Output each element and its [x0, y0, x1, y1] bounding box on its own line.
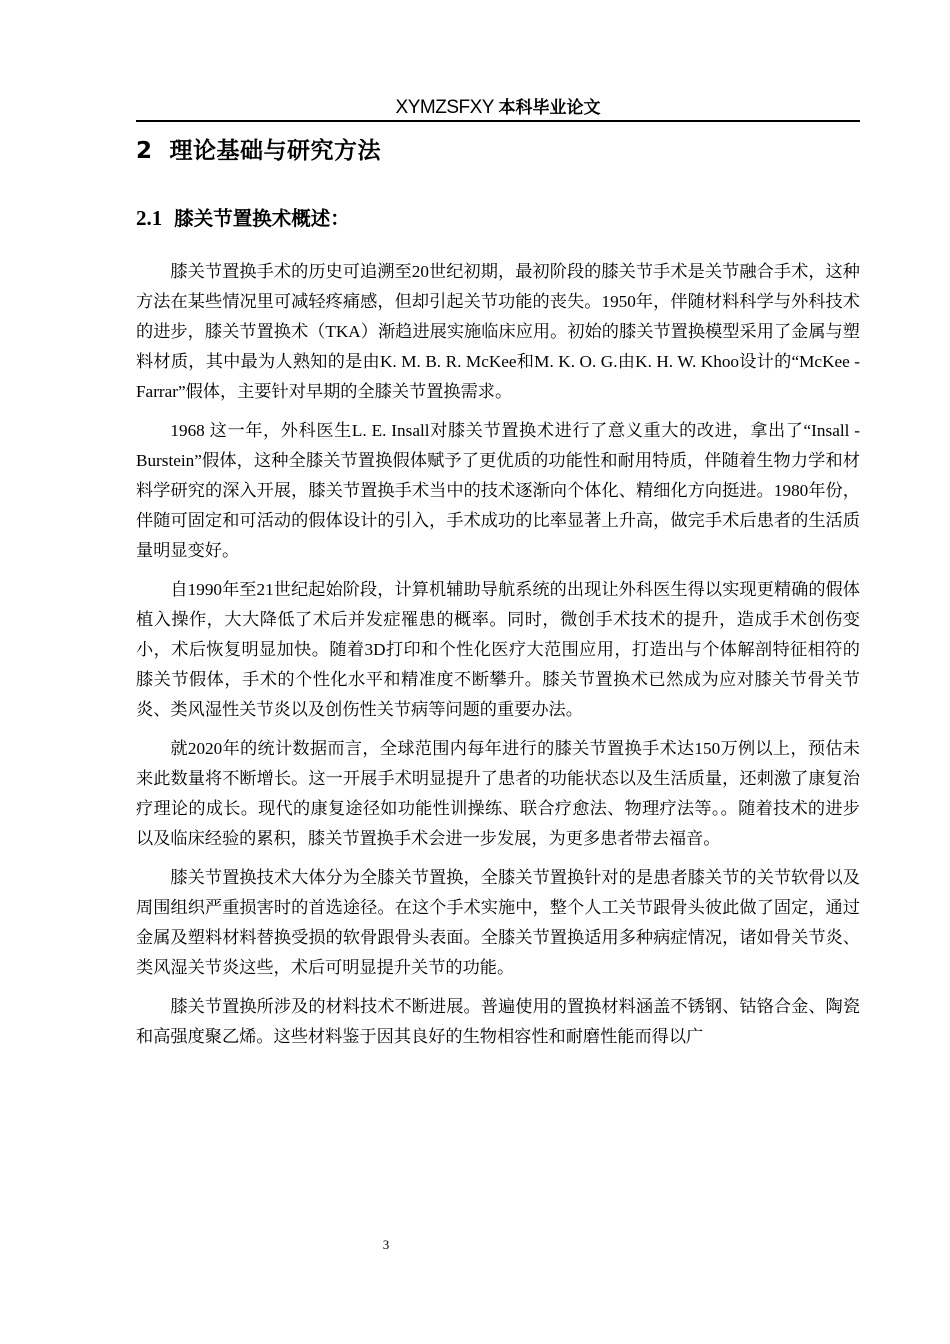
header-divider [136, 120, 860, 122]
chapter-title: 理论基础与研究方法 [169, 138, 382, 164]
header-title: 本科毕业论文 [498, 98, 601, 118]
paragraph-history: 膝关节置换手术的历史可追溯至20世纪初期，最初阶段的膝关节手术是关节融合手术，这种方法在某些情况里可减轻疼痛感，但却引起关节功能的丧失。1950年，伴随材料科学与外科技术的进步，膝关节置换术（TKA）渐趋进展实施临床应用。初始的膝关节置换模型采用了金属与塑料材质，其中最为人熟知的是由K. M. B. R. McKee和M. K. O. G.由K. H. W. Khoo设计的“McKee - Farrar”假体，主要针对早期的全膝关节置换需求。 [136, 262, 860, 401]
paragraph-insall: 1968 这一年，外科医生L. E. Insall对膝关节置换术进行了意义重大的改进，拿出了“Insall - Burstein”假体，这种全膝关节置换假体赋予了更优质的功能性和耐用特质，伴随着生物力学和材料学研究的深入开展，膝关节置换手术当中的技术逐渐向个体化、精细化方向挺进。1980年份，伴随可固定和可活动的假体设计的引入，手术成功的比率显著上升高，做完手术后患者的生活质量明显变好。 [136, 421, 860, 560]
page-number: 3 [382, 1237, 390, 1252]
section-title: 膝关节置换术概述： [174, 207, 350, 230]
section-heading [136, 203, 350, 234]
chapter-number: 2 [136, 138, 153, 164]
paragraph-navigation: 自1990年至21世纪起始阶段，计算机辅助导航系统的出现让外科医生得以实现更精确的假体植入操作，大大降低了术后并发症罹患的概率。同时，微创手术技术的提升，造成手术创伤变小，术后恢复明显加快。随着3D打印和个性化医疗大范围应用，打造出与个体解剖特征相符的膝关节假体，手术的个性化水平和精准度不断攀升。膝关节置换术已然成为应对膝关节骨关节炎、类风湿性关节炎以及创伤性关节病等问题的重要办法。 [136, 580, 860, 719]
paragraph-tka: 膝关节置换技术大体分为全膝关节置换，全膝关节置换针对的是患者膝关节的关节软骨以及周围组织严重损害时的首选途径。在这个手术实施中，整个人工关节跟骨头彼此做了固定，通过金属及塑料材料替换受损的软骨跟骨头表面。全膝关节置换适用多种病症情况，诸如骨关节炎、类风湿关节炎这些，术后可明显提升关节的功能。 [136, 868, 860, 977]
chapter-heading [136, 135, 381, 167]
page-header [136, 94, 860, 120]
section-number: 2.1 [136, 206, 163, 230]
body-text [136, 257, 860, 1061]
paragraph-statistics: 就2020年的统计数据而言，全球范围内每年进行的膝关节置换手术达150万例以上，预估未来此数量将不断增长。这一开展手术明显提升了患者的功能状态以及生活质量，还刺激了康复治疗理论的成长。现代的康复途径如功能性训操练、联合疗愈法、物理疗法等。。随着技术的进步以及临床经验的累积，膝关节置换手术会进一步发展，为更多患者带去福音。 [136, 739, 860, 848]
header-school-code: XYMZSFXY [395, 97, 494, 118]
paragraph-materials: 膝关节置换所涉及的材料技术不断进展。普遍使用的置换材料涵盖不锈钢、钴铬合金、陶瓷和高强度聚乙烯。这些材料鉴于因其良好的生物相容性和耐磨性能而得以广 [136, 997, 860, 1046]
